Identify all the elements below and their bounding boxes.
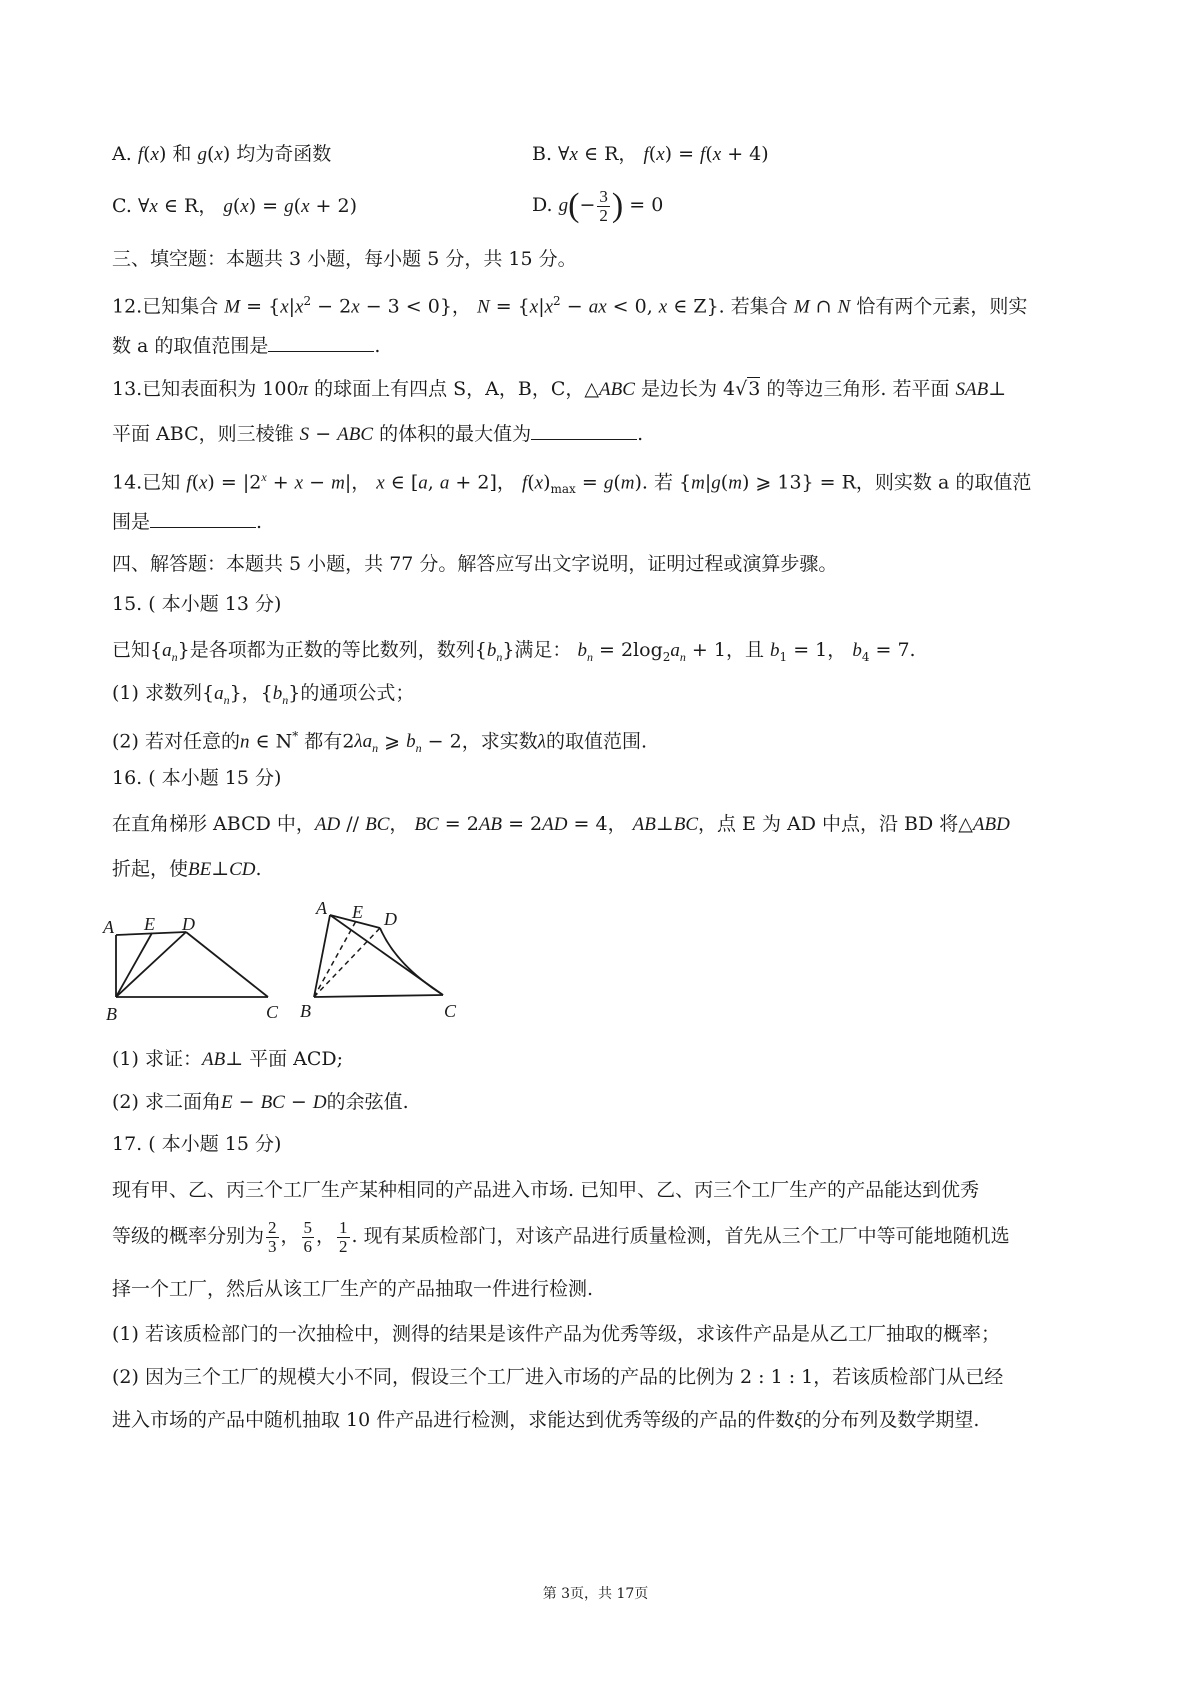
answer-blank: [150, 509, 256, 528]
question-14-line-2: 围是 .: [112, 511, 263, 533]
question-17-line-3: 择一个工厂，然后从该工厂生产的产品抽取一件进行检测.: [112, 1278, 594, 1300]
question-12-line-2: 数 a 的取值范围是 .: [112, 335, 381, 357]
label-d: D: [384, 909, 397, 929]
option-a: A. f(x) 和 g(x) 均为奇函数: [112, 143, 332, 165]
answer-blank: [268, 333, 374, 352]
option-label: B.: [532, 143, 553, 165]
section-4-heading: 四、解答题：本题共 5 小题，共 77 分。解答应写出文字说明，证明过程或演算步骤。: [112, 553, 838, 575]
label-e: E: [144, 914, 155, 934]
answer-blank: [531, 421, 637, 440]
option-label: A.: [112, 143, 132, 165]
section-3-heading: 三、填空题：本题共 3 小题，每小题 5 分，共 15 分。: [112, 248, 577, 270]
question-13-line-1: 13.已知表面积为 100π 的球面上有四点 S，A，B，C，△ABC 是边长为 4√3 的等边三角形. 若平面 SAB⊥: [112, 378, 1007, 400]
label-b: B: [106, 1004, 117, 1024]
label-c: C: [266, 1002, 279, 1022]
question-16-stem-line-1: 在直角梯形 ABCD 中，AD // BC， BC = 2AB = 2AD = 4， AB⊥BC，点 E 为 AD 中点，沿 BD 将△ABD: [112, 813, 1010, 835]
label-d: D: [182, 914, 195, 934]
label-a: A: [316, 898, 327, 918]
question-16-part-1: (1) 求证：AB⊥ 平面 ACD;: [112, 1048, 344, 1070]
folded-solid-figure: [296, 895, 476, 1030]
question-15-part-2: (2) 若对任意的n ∈ N* 都有$2\lambda a_n$ ⩾ $b_n - 2$，求实数λ的取值范围.: [112, 729, 648, 756]
option-b: B. ∀x ∈ R， f(x) = f(x + 4): [532, 143, 769, 165]
option-label: D.: [532, 194, 553, 216]
option-label: C.: [112, 195, 132, 217]
trapezoid-figure: [100, 900, 300, 1030]
question-17-part-2: (2) 因为三个工厂的规模大小不同，假设三个工厂进入市场的产品的比例为 2 : 1 : 1，若该质检部门从已经: [112, 1366, 1004, 1388]
question-15-stem: 已知$\{a_n\}$是各项都为正数的等比数列，数列$\{b_n\}$满足： $b_n = 2\log_2a_n + 1$，且 $b_1 = 1$， $b_4 = 7$.: [112, 639, 916, 664]
label-a: A: [103, 917, 114, 937]
label-e: E: [352, 902, 363, 922]
label-b: B: [300, 1001, 311, 1021]
question-16-header: 16. ( 本小题 15 分): [112, 767, 282, 789]
question-12-line-1: 12.已知集合 $M = \{x|x^2 - 2x - 3 < 0\}$， $N = \{x|x^2$ − ax < 0, x ∈ Z}. 若集合 M ∩ N 恰有两个元素，则实: [112, 294, 1028, 318]
label-c: C: [444, 1001, 457, 1021]
option-d: D. g(− $\frac{3}{2}$ ) = 0: [532, 186, 664, 225]
question-17-part-2-cont: 进入市场的产品中随机抽取 10 件产品进行检测，求能达到优秀等级的产品的件数ξ的分布列及数学期望.: [112, 1409, 980, 1431]
question-17-line-1: 现有甲、乙、丙三个工厂生产某种相同的产品进入市场. 已知甲、乙、丙三个工厂生产的产品能达到优秀: [112, 1179, 980, 1201]
question-15-header: 15. ( 本小题 13 分): [112, 593, 282, 615]
question-17-line-2: 等级的概率分别为 $\frac{2}{3}$ ， $\frac{5}{6}$ ， $\frac{1}{2}$ . 现有某质检部门，对该产品进行质量检测，首先从三个工厂中等可能地随机选: [112, 1217, 1010, 1256]
question-15-part-1: (1) 求数列$\{a_n\}$，$\{b_n\}$的通项公式；: [112, 682, 415, 707]
option-c: C. ∀x ∈ R， g(x) = g(x + 2): [112, 195, 358, 217]
question-17-part-1: (1) 若该质检部门的一次抽检中，测得的结果是该件产品为优秀等级，求该件产品是从乙工厂抽取的概率；: [112, 1323, 1000, 1345]
question-16-part-2: (2) 求二面角E − BC − D的余弦值.: [112, 1091, 409, 1113]
question-17-header: 17. ( 本小题 15 分): [112, 1133, 282, 1155]
question-16-stem-line-2: 折起，使BE⊥CD.: [112, 858, 262, 880]
page-footer: 第 3页，共 17页: [542, 1586, 649, 1602]
question-14-line-1: 14.已知 $f(x) = |2^x + x - m|$， x ∈ [a, a + 2]， $f(x)_{max} = g(m)$. 若 {m|g(m) ⩾ 13} = R，则实数 a 的取值范: [112, 470, 1032, 497]
question-13-line-2: 平面 ABC，则三棱锥 S − ABC 的体积的最大值为 .: [112, 423, 644, 445]
